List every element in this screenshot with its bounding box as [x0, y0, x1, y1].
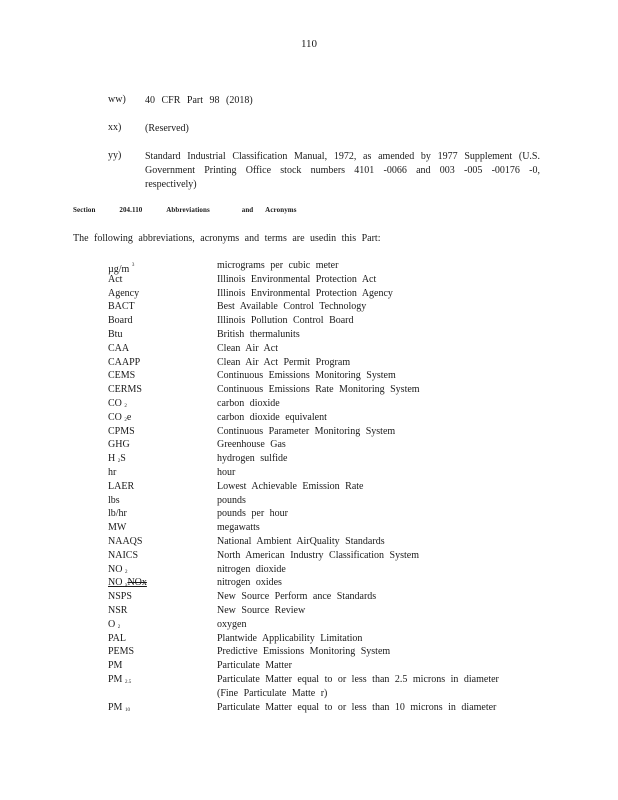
reference-label: xx) — [108, 122, 122, 133]
reference-text: (Reserved) — [145, 123, 189, 134]
section-label: Section — [73, 206, 96, 214]
abbreviation-definition: National Ambient AirQuality Standards — [217, 535, 385, 547]
abbreviation-term: Agency — [108, 287, 140, 299]
list-item — [108, 356, 548, 370]
abbreviation-term: lbs — [108, 494, 120, 506]
list-item — [108, 494, 548, 508]
definition-continuation: (Fine Particulate Matte r) — [217, 687, 328, 699]
list-item — [108, 480, 548, 494]
list-item — [108, 563, 548, 577]
list-item — [108, 604, 548, 618]
abbreviation-definition: nitrogen dioxide — [217, 563, 286, 575]
abbreviation-term: CAA — [108, 342, 130, 354]
abbreviation-term: PM $_{10}$ — [108, 701, 130, 713]
list-item — [108, 549, 548, 563]
abbreviation-term: CERMS — [108, 384, 142, 396]
abbreviation-term: µg/m $^3$ — [108, 263, 135, 275]
abbreviation-term: NO $_2$ — [108, 563, 128, 575]
list-item — [108, 673, 548, 701]
list-item — [108, 645, 548, 659]
abbreviation-definition: Illinois Environmental Protection Agency — [217, 287, 393, 299]
list-item — [108, 590, 548, 604]
list-item — [108, 287, 548, 301]
abbreviation-definition: British thermalunits — [217, 328, 300, 340]
reference-text: Standard Industrial Classification Manual, 1972, as amended by 1977 Supplement (U.S. Government Printing Office stock numbers 4101 -0066 and 003 -005 -00176 -0, respectively) — [145, 151, 540, 190]
abbreviation-definition: pounds per hour — [217, 508, 288, 520]
abbreviation-term: NAAQS — [108, 535, 143, 547]
abbreviation-term: lb/hr — [108, 508, 127, 520]
reference-label: ww) — [108, 94, 126, 105]
abbreviation-definition: oxygen — [217, 618, 247, 630]
abbreviation-definition: Particulate Matter — [217, 660, 292, 672]
abbreviation-definition: hour — [217, 466, 236, 478]
abbreviation-definition: Continuous Parameter Monitoring System — [217, 425, 396, 437]
list-item — [108, 314, 548, 328]
list-item — [108, 369, 548, 383]
abbreviation-term: PM $_{2.5}$ — [108, 673, 132, 685]
abbreviation-definition: Particulate Matter equal to or less than 10 microns in diameter — [217, 701, 497, 713]
list-item — [108, 397, 548, 411]
list-item — [108, 342, 548, 356]
abbreviation-definition: Clean Air Act — [217, 342, 278, 354]
section-number: 204.110 — [119, 206, 143, 214]
list-item — [108, 411, 548, 425]
abbreviation-term: O $_2$ — [108, 618, 121, 630]
list-item — [108, 328, 548, 342]
abbreviation-term: CEMS — [108, 370, 136, 382]
abbreviation-term: NSPS — [108, 591, 132, 603]
section-title-word: Acronyms — [265, 206, 297, 214]
reference-label: yy) — [108, 150, 122, 161]
abbreviation-list — [108, 259, 548, 714]
abbreviation-term: MW — [108, 522, 127, 534]
abbreviation-term: CO $_2$ — [108, 397, 127, 409]
list-item — [108, 618, 548, 632]
abbreviation-definition: hydrogen sulfide — [217, 453, 288, 465]
reference-text: 40 CFR Part 98 (2018) — [145, 95, 253, 106]
abbreviation-term: Btu — [108, 328, 123, 340]
abbreviation-definition: Best Available Control Technology — [217, 301, 367, 313]
abbreviation-definition: nitrogen oxides — [217, 577, 282, 589]
abbreviation-term: CPMS — [108, 425, 135, 437]
section-title-word: Abbreviations — [166, 206, 210, 214]
abbreviation-term: CO $_2$e — [108, 411, 132, 423]
abbreviation-term: PM — [108, 660, 123, 672]
abbreviation-definition: Continuous Emissions Rate Monitoring System — [217, 384, 420, 396]
abbreviation-term: PEMS — [108, 646, 135, 658]
abbreviation-term: GHG — [108, 439, 130, 451]
abbreviation-definition: Predictive Emissions Monitoring System — [217, 646, 391, 658]
abbreviation-term: hr — [108, 466, 117, 478]
abbreviation-term: NAICS — [108, 549, 139, 561]
section-title-word: and — [241, 206, 254, 214]
abbreviation-term: Board — [108, 315, 133, 327]
abbreviation-term: Act — [108, 273, 123, 285]
section-heading — [73, 206, 297, 214]
list-item — [108, 701, 548, 715]
abbreviation-definition: micrograms per cubic meter — [217, 260, 339, 271]
list-item — [108, 383, 548, 397]
struck-term: NOx — [127, 577, 147, 589]
abbreviation-definition: Plantwide Applicability Limitation — [217, 632, 363, 644]
abbreviation-term: BACT — [108, 301, 135, 313]
list-item — [108, 659, 548, 673]
abbreviation-definition: carbon dioxide equivalent — [217, 411, 327, 423]
abbreviation-term: LAER — [108, 480, 135, 492]
abbreviation-definition: pounds — [217, 494, 246, 506]
list-item — [108, 535, 548, 549]
list-item — [108, 273, 548, 287]
intro-text: The following abbreviations, acronyms and terms are usedin this Part: — [73, 233, 381, 244]
abbreviation-definition: carbon dioxide — [217, 397, 280, 409]
list-item — [108, 632, 548, 646]
abbreviation-definition: Clean Air Act Permit Program — [217, 356, 351, 368]
list-item — [108, 521, 548, 535]
list-item — [108, 259, 548, 273]
abbreviation-definition: Illinois Environmental Protection Act — [217, 273, 377, 285]
abbreviation-definition: Continuous Emissions Monitoring System — [217, 370, 396, 382]
abbreviation-term: PAL — [108, 632, 126, 644]
abbreviation-definition: Illinois Pollution Control Board — [217, 315, 354, 327]
abbreviation-definition: Greenhouse Gas — [217, 439, 286, 451]
list-item — [108, 425, 548, 439]
abbreviation-definition: Lowest Achievable Emission Rate — [217, 480, 364, 492]
abbreviation-definition: New Source Perform ance Standards — [217, 591, 377, 603]
list-item — [108, 507, 548, 521]
abbreviation-term: NO $_x$NOx — [108, 577, 147, 589]
abbreviation-definition: megawatts — [217, 522, 260, 534]
list-item — [108, 452, 548, 466]
list-item — [108, 300, 548, 314]
abbreviation-definition: New Source Review — [217, 604, 306, 616]
abbreviation-definition: Particulate Matter equal to or less than 2.5 microns in diameter (Fine Particulate Matte r) — [217, 673, 499, 699]
list-item — [108, 576, 548, 590]
page-number: 110 — [300, 38, 318, 50]
abbreviation-term: H $_2$S — [108, 453, 126, 465]
abbreviation-term: NSR — [108, 604, 128, 616]
abbreviation-term: CAAPP — [108, 356, 141, 368]
abbreviation-definition: North American Industry Classification System — [217, 549, 419, 561]
list-item — [108, 466, 548, 480]
list-item — [108, 438, 548, 452]
